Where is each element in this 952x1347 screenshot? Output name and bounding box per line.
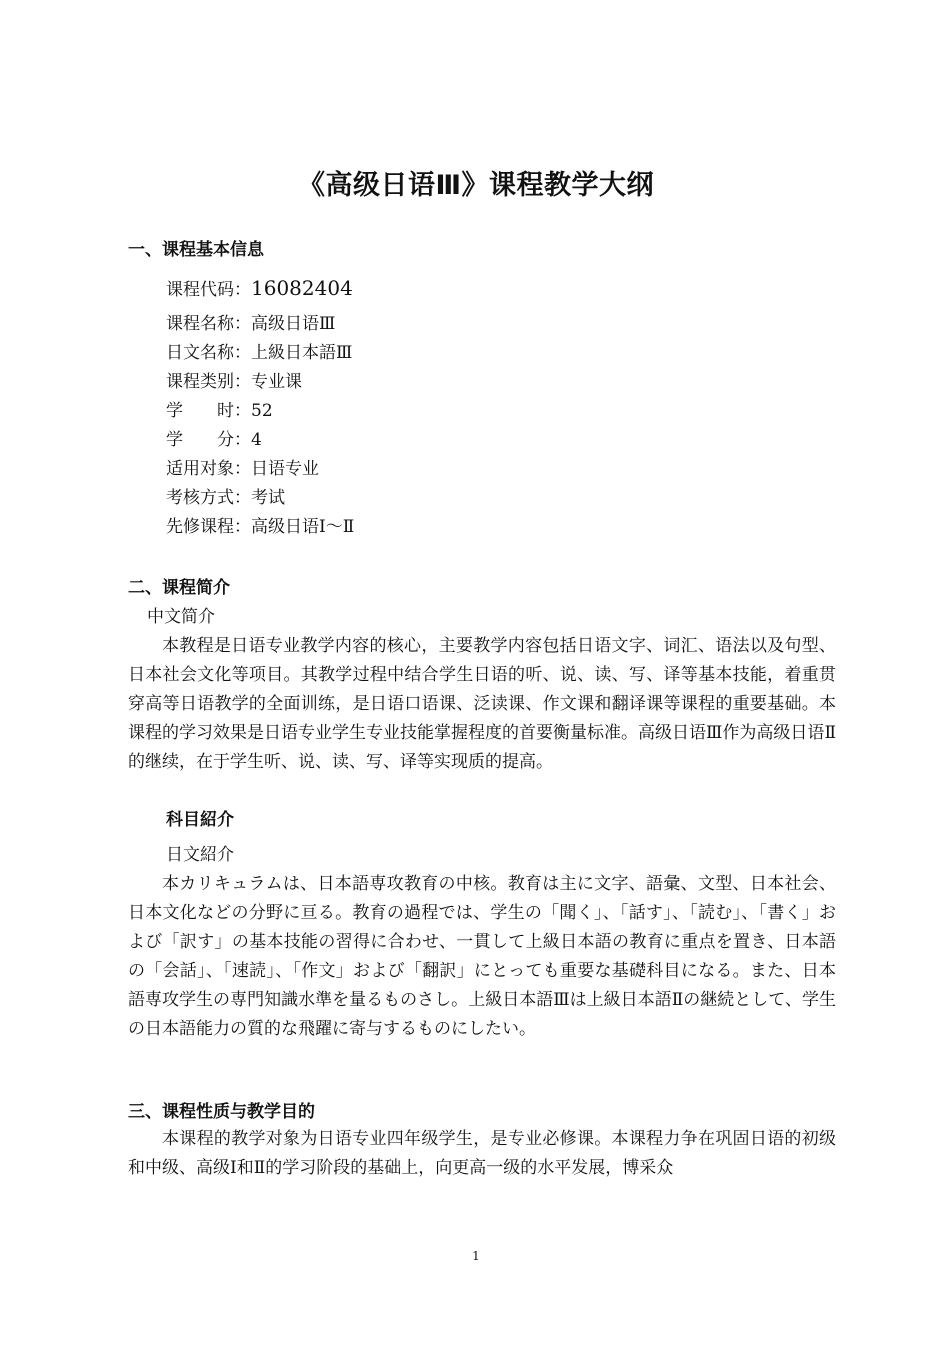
section-heading-introduction: 二、课程简介 [128,578,230,598]
section-heading-nature-purpose: 三、课程性质与教学目的 [128,1102,315,1122]
credit-hours-row: 学 时：52 [166,401,273,421]
page-number: 1 [472,1249,480,1263]
course-code-label: 课程代码： [166,280,251,300]
japanese-intro-label: 日文紹介 [166,845,234,865]
chinese-intro-label: 中文简介 [147,607,215,627]
course-name-row: 课程名称：高级日语Ⅲ [166,314,336,334]
basic-info-list [166,270,354,542]
course-code-value: 16082404 [251,276,353,300]
course-code-row [166,270,354,310]
target-students-row: 适用对象：日语专业 [166,459,319,479]
nature-purpose-text: 本课程的教学对象为日语专业四年级学生，是专业必修课。本课程力争在巩固日语的初级和中级、高级Ⅰ和Ⅱ的学习阶段的基础上，向更高一级的水平发展，博采众 [128,1129,836,1178]
prerequisite-courses-row: 先修课程：高级日语Ⅰ～Ⅱ [166,517,355,537]
assessment-method-row: 考核方式：考试 [166,488,285,508]
course-category-row: 课程类别：专业课 [166,372,302,392]
chinese-intro-text: 本教程是日语专业教学内容的核心，主要教学内容包括日语文字、词汇、语法以及句型、日本社会文化等项目。其教学过程中结合学生日语的听、说、读、写、译等基本技能，着重贯穿高等日语教学的全面训练，是日语口语课、泛读课、作文课和翻译课等课程的重要基础。本课程的学习效果是日语专业学生专业技能掌握程度的首要衡量标准。高级日语Ⅲ作为高级日语Ⅱ的继续，在于学生听、说、读、写、译等实现质的提高。 [128,636,836,772]
japanese-intro-heading: 科目紹介 [166,810,234,830]
document-title: 《高级日语Ⅲ》课程教学大纲 [297,170,655,201]
credits-row: 学 分：4 [166,430,262,450]
japanese-name-row: 日文名称：上級日本語Ⅲ [166,343,353,363]
japanese-intro-text: 本カリキュラムは、日本語専攻教育の中核。教育は主に文字、語彙、文型、日本社会、日本文化などの分野に亘る。教育の過程では、学生の「聞く」、「話す」、「読む」、「書く」および「訳す」の基本技能の習得に合わせ、一貫して上級日本語の教育に重点を置き、日本語の「会話」、「速読」、「作文」および「翻訳」にとっても重要な基礎科目になる。また、日本語専攻学生の専門知識水準を量るものさし。上級日本語Ⅲは上級日本語Ⅱの継続として、学生の日本語能力の質的な飛躍に寄与するものにしたい。 [128,874,837,1039]
section-heading-basic-info: 一、课程基本信息 [128,240,264,260]
